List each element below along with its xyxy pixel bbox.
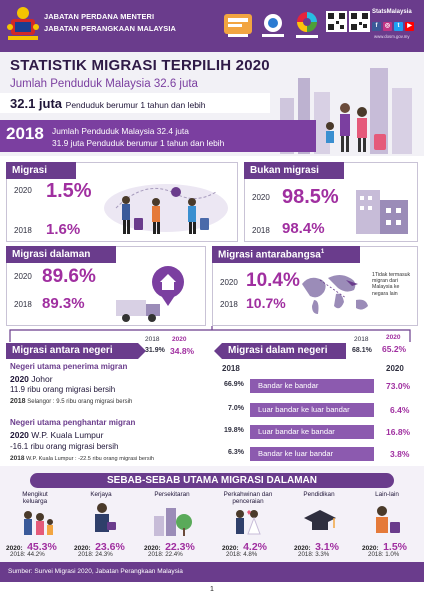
reason-2-prev: 2018: 22.4% [148,551,183,558]
sending-state-name: W.P. Kuala Lumpur [31,430,104,440]
bukan-migrasi-value-2020: 98.5% [282,186,339,208]
migrasi-value-2020: 1.5% [46,180,92,202]
flow-row-2-2018: 19.8% [224,427,244,434]
antara-negeri-heading: Migrasi antara negeri [6,343,138,359]
reason-5-value: 1.5% [383,541,408,553]
antarabangsa-label: Migrasi antarabangsa [218,249,321,261]
reason-4-year: 2020: [294,545,311,552]
flow-row-0-label: Bandar ke bandar [250,379,374,393]
flow-row-2-label: Luar bandar ke bandar [250,425,374,439]
migrasi-year-2020: 2020 [14,186,32,195]
other-reasons-icon [370,504,404,536]
dalaman-value-2020: 89.6% [42,266,96,287]
year-2018-label: 2018 [6,124,44,143]
heading-arrow [214,343,222,359]
population-2020: Jumlah Penduduk Malaysia 32.6 juta [10,78,198,90]
department-name: JABATAN PERANGKAAN MALAYSIA [44,24,176,33]
aged-population-2020 [10,96,206,111]
dalam-negeri-value-2020: 65.2% [382,344,407,354]
buildings-illustration [350,180,414,236]
page-title: STATISTIK MIGRASI TERPILIH 2020 [10,57,270,74]
coat-of-arms-icon [6,5,40,45]
antara-negeri-value-2020: 34.8% [170,346,195,356]
bukan-migrasi-value-2018: 98.4% [282,220,325,237]
delivery-truck-illustration [112,262,202,324]
reason-3-prev: 2018: 4.8% [226,551,258,558]
sdg-wheel-icon [292,10,322,42]
flow-row-3-2020: 3.8% [390,449,410,459]
reason-1-label: Kerjaya [90,491,112,498]
graduation-cap-icon [302,506,338,536]
antarabangsa-year-2020: 2020 [220,278,238,287]
receiving-value: 11.9 ribu orang migrasi bersih [10,385,116,394]
flow-row-1-2020: 6.4% [390,405,410,415]
population-2018: Jumlah Penduduk Malaysia 32.4 juta [52,126,189,136]
migrasi-dalaman-heading: Migrasi dalaman [6,246,116,263]
antarabangsa-year-2018: 2018 [220,300,238,309]
reason-2-year: 2020: [144,545,161,552]
qr-code-icon[interactable] [349,11,370,32]
receiving-year: 2020 [10,374,29,384]
bukan-migrasi-heading: Bukan migrasi [244,162,344,179]
reason-0-value: 45.3% [27,541,57,553]
sending-prev [10,455,154,462]
receiving-prev-value: Selangor : 9.5 ribu orang migrasi bersih [27,399,133,405]
receiving-state-title: Negeri utama penerima migran [10,362,128,371]
statistics-day-logo-icon [222,10,254,40]
family-icon [18,508,58,538]
environment-icon [152,504,194,536]
receiving-state-name: Johor [31,374,53,384]
qr-code-icon[interactable] [326,11,347,32]
antara-negeri-year-2020: 2020 [172,336,187,343]
dalaman-value-2018: 89.3% [42,295,85,312]
dalaman-year-2018: 2018 [14,300,32,309]
reason-2-value: 22.3% [165,541,195,553]
reason-4-value: 3.1% [315,541,340,553]
reason-5-label: Lain-lain [375,491,399,498]
reason-3-label: Perkahwinan dan penceraian [223,491,273,505]
instagram-icon[interactable]: ◎ [384,23,391,29]
antarabangsa-value-2020: 10.4% [246,270,300,291]
dalaman-year-2020: 2020 [14,272,32,281]
sending-state-title: Negeri utama penghantar migran [10,418,136,427]
reason-5-prev: 2018: 1.0% [368,551,400,558]
marriage-icon [228,508,268,536]
migrasi-year-2018: 2018 [14,226,32,235]
dalam-negeri-col-2020: 2020 [386,364,404,373]
bukan-migrasi-year-2020: 2020 [252,193,270,202]
reason-0-prev: 2018: 44.2% [10,551,45,558]
dalam-negeri-year-2020: 2020 [386,334,401,341]
reason-1-prev: 2018: 24.3% [78,551,113,558]
dalam-negeri-value-2018: 68.1% [352,347,372,354]
youtube-icon[interactable]: ▶ [405,22,414,31]
career-icon [86,502,118,536]
website-link[interactable]: www.dosm.gov.my [374,34,410,39]
migrasi-antarabangsa-heading [212,246,360,263]
facebook-icon[interactable]: f [372,22,381,31]
bukan-migrasi-year-2018: 2018 [252,226,270,235]
antarabangsa-footnote-mark: 1 [320,249,325,255]
receiving-state [10,374,53,384]
reason-3-value: 4.2% [243,541,268,553]
sending-prev-year: 2018 [10,455,25,462]
dalam-negeri-year-2018: 2018 [354,336,369,343]
reason-1-value: 23.6% [95,541,125,553]
reason-4-label: Pendidikan [303,491,335,498]
world-map-illustration [296,270,374,322]
reason-4-prev: 2018: 3.3% [298,551,330,558]
ministry-name: JABATAN PERDANA MENTERI [44,12,155,21]
flow-row-1-2018: 7.0% [228,405,244,412]
dalam-negeri-col-2018: 2018 [222,364,240,373]
aged-population-2018: 31.9 juta Penduduk berumur 1 tahun dan lebih [52,138,225,148]
flow-row-3-label: Bandar ke luar bandar [250,447,374,461]
reason-1-year: 2020: [74,545,91,552]
sending-prev-value: W.P. Kuala Lumpur : -22.5 ribu orang migrasi bersih [26,456,155,462]
sending-year: 2020 [10,430,29,440]
antara-negeri-value-2018: 31.9% [145,347,165,354]
travelers-illustration [96,172,236,238]
flow-row-1-label: Luar bandar ke luar bandar [250,403,374,417]
source-footer: Sumber: Survei Migrasi 2020, Jabatan Perangkaan Malaysia [0,562,424,582]
flow-row-2-2020: 16.8% [386,427,411,437]
twitter-icon[interactable]: t [394,22,403,31]
antarabangsa-footnote: 1Tidak termasuk migran dari Malaysia ke negara lain [372,272,411,297]
stats-malaysia-logo[interactable]: StatsMalaysia [372,9,412,15]
migrasi-value-2018: 1.6% [46,221,81,238]
receiving-prev-year: 2018 [10,398,26,405]
aged-population-value: 32.1 juta [10,96,63,111]
flow-row-0-2020: 73.0% [386,381,411,391]
page-number: 1 [210,586,214,593]
reason-0-year: 2020: [6,545,23,552]
antara-negeri-year-2018: 2018 [145,336,160,343]
antarabangsa-value-2018: 10.7% [246,295,286,311]
sending-value: -16.1 ribu orang migrasi bersih [10,442,119,451]
reason-3-year: 2020: [222,545,239,552]
migrasi-heading: Migrasi [6,162,76,179]
reason-5-year: 2020: [362,545,379,552]
reason-0-label: Mengikut keluarga [22,491,48,505]
receiving-prev [10,398,132,405]
sending-state [10,430,103,440]
reasons-title: SEBAB-SEBAB UTAMA MIGRASI DALAMAN [30,473,394,488]
dalam-negeri-heading: Migrasi dalam negeri [222,343,346,359]
flow-row-0-2018: 66.9% [224,381,244,388]
statistics-logo-icon [258,12,288,40]
reason-2-label: Persekitaran [154,491,190,498]
flow-row-3-2018: 6.3% [228,449,244,456]
aged-population-text: Penduduk berumur 1 tahun dan lebih [65,100,206,110]
